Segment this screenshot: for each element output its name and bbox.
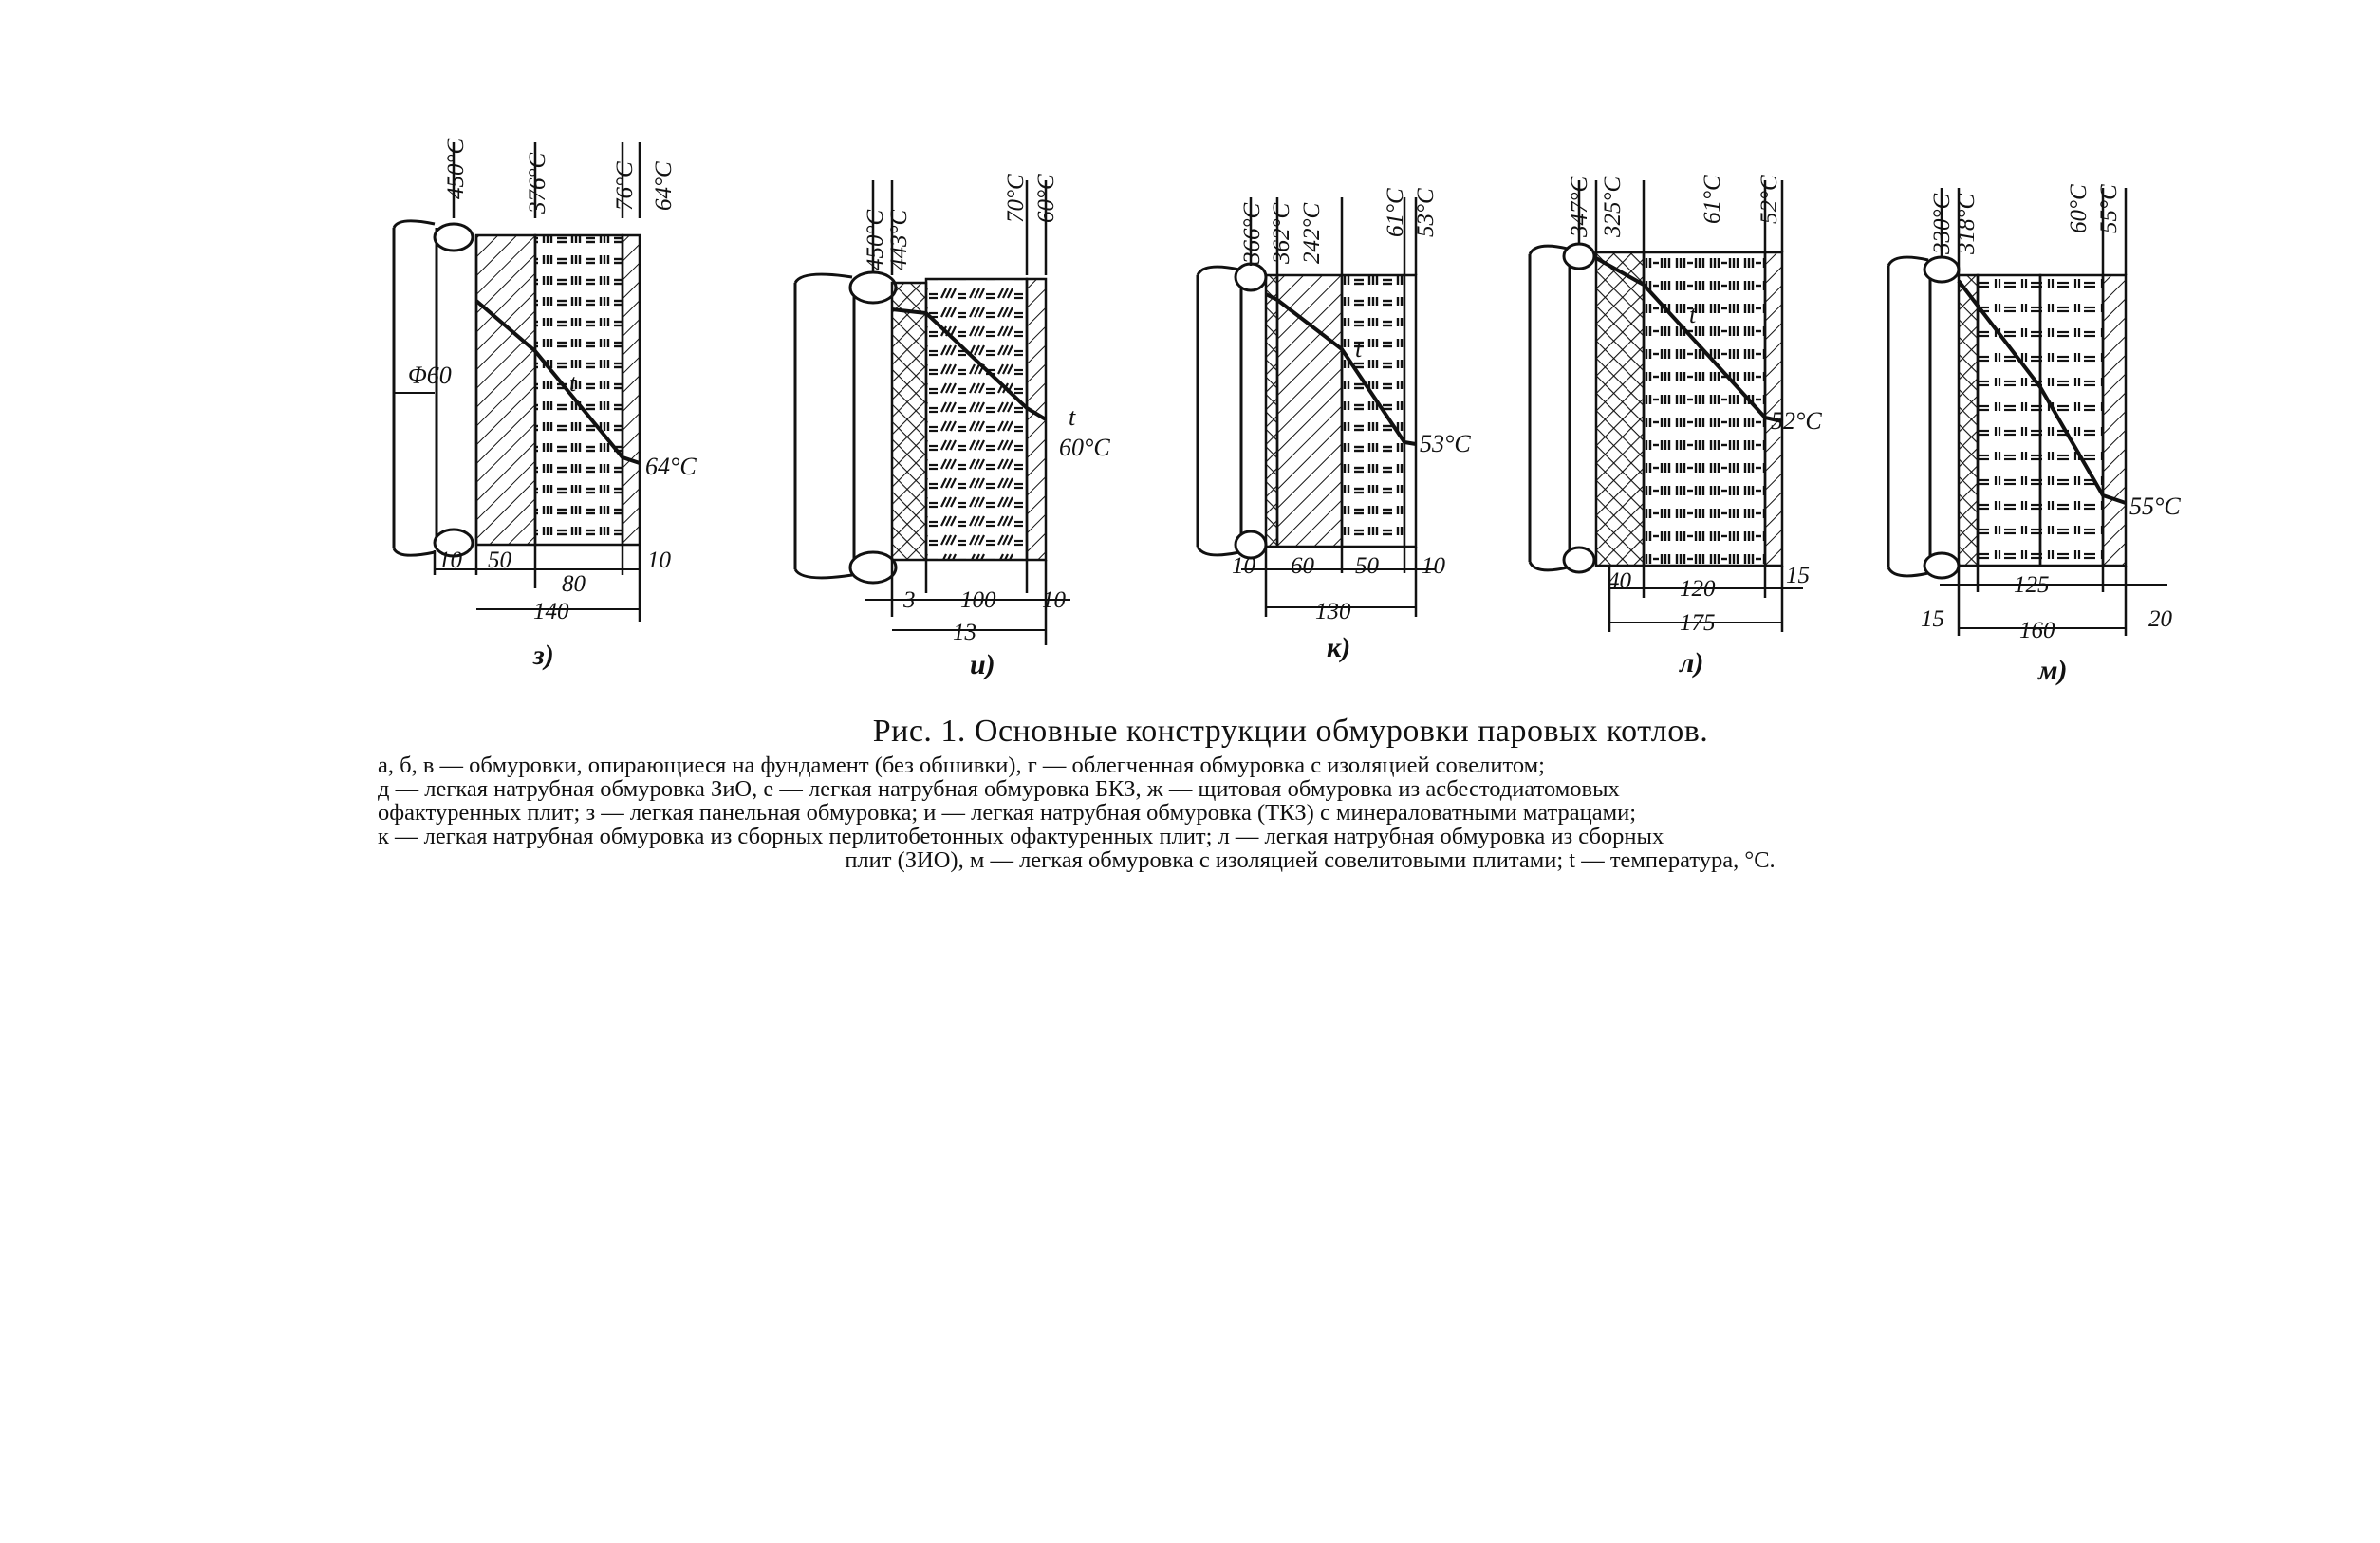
dimension-labels — [902, 587, 1067, 645]
temp-label: 347°C — [1567, 176, 1592, 237]
outer-temp-label: 52°C — [1771, 407, 1822, 435]
panel-letter: к) — [1327, 632, 1351, 663]
layer-crosshatch — [1266, 275, 1277, 547]
dim-label: 3 — [903, 587, 916, 613]
curve-label: t — [569, 369, 577, 397]
panel-letter: л) — [1680, 647, 1704, 679]
dim-label: 20 — [2148, 606, 2172, 632]
dim-total: 160 — [2019, 618, 2055, 643]
temperature-labels — [1239, 188, 1439, 265]
dim-total: 175 — [1680, 610, 1716, 636]
curve-label: t — [1069, 403, 1076, 431]
dimension-labels — [1608, 563, 1810, 636]
outer-temp-label: 60°C — [1059, 434, 1110, 461]
outer-temp-label: 53°C — [1420, 430, 1471, 457]
dim-label: 125 — [2014, 572, 2050, 598]
figure-title: Рис. 1. Основные конструкции обмуровки паровых котлов. — [872, 714, 1709, 749]
temp-label: 362°C — [1269, 202, 1294, 264]
temp-label: 53°C — [1413, 188, 1439, 237]
layer-crosshatch — [1596, 252, 1644, 566]
curve-label: t — [1689, 301, 1697, 328]
layer-block — [1644, 252, 1765, 566]
temperature-labels — [1929, 184, 2122, 255]
tube — [1530, 244, 1594, 572]
tube — [1888, 257, 1959, 578]
dim-label: 80 — [562, 571, 586, 597]
panel-k — [1198, 188, 1471, 663]
description-line: плит (ЗИО), м — легкая обмуровка с изоляцией совелитовыми плитами; t — температура, °С. — [845, 847, 1776, 873]
outer-temp-label: 55°C — [2129, 493, 2181, 520]
dim-label: 60 — [1291, 553, 1314, 579]
dim-label: 10 — [438, 548, 462, 573]
dim-total: 140 — [533, 599, 569, 624]
dim-label: 120 — [1680, 576, 1716, 602]
dim-total: 13 — [953, 620, 976, 645]
dim-total: 130 — [1315, 599, 1351, 624]
outer-temp-label: 64°C — [645, 453, 697, 480]
tube — [795, 272, 896, 583]
dim-label: 15 — [1786, 563, 1810, 588]
layer-sovelite-2 — [2040, 275, 2103, 566]
layer-mineral-wool — [926, 279, 1027, 560]
temp-label: 443°C — [886, 209, 912, 270]
panel-letter: и) — [970, 649, 995, 680]
temp-label: 60°C — [1033, 174, 1059, 223]
temp-label: 76°C — [612, 161, 638, 211]
temp-label: 325°C — [1600, 176, 1626, 237]
layer-outer — [1404, 275, 1416, 547]
temp-label: 376°C — [525, 152, 550, 214]
layer-crosshatch — [892, 283, 926, 560]
dim-label: 10 — [647, 548, 671, 573]
description-line: а, б, в — обмуровки, опирающиеся на фундамент (без обшивки), г — облегченная обмуровка с изоляцией совелитом; — [378, 753, 1545, 778]
description-line: офактуренных плит; з — легкая панельная обмуровка; и — легкая натрубная обмуровка (ТКЗ) с минераловатными матрацами; — [378, 800, 1637, 826]
panel-letter: з) — [533, 640, 554, 671]
description-line: к — легкая натрубная обмуровка из сборных перлитобетонных офактуренных плит; л — легкая натрубная обмуровка из сборных — [378, 824, 1664, 849]
layer-outer — [2103, 275, 2126, 566]
dimension-labels — [438, 548, 672, 624]
diameter-label: Φ60 — [408, 362, 452, 389]
panel-l — [1530, 175, 1822, 679]
tube — [1198, 264, 1266, 558]
layer-hatched — [1277, 275, 1342, 547]
panel-i — [795, 174, 1110, 680]
panel-z — [394, 139, 697, 671]
panel-m — [1888, 184, 2181, 686]
dim-label: 40 — [1608, 568, 1631, 594]
temp-label: 61°C — [1383, 188, 1408, 237]
temp-label: 318°C — [1954, 193, 1980, 254]
dim-label: 10 — [1042, 587, 1066, 613]
temp-label: 366°C — [1239, 202, 1265, 264]
dim-label: 15 — [1921, 606, 1944, 632]
dim-label: 50 — [488, 548, 511, 573]
description-line: д — легкая натрубная обмуровка ЗиО, е — легкая натрубная обмуровка БКЗ, ж — щитовая обмуровка из асбестодиатомовых — [378, 776, 1620, 802]
layer-outer — [623, 235, 640, 545]
layer-crosshatch — [1959, 275, 1978, 566]
curve-label: t — [1355, 335, 1363, 363]
layer-hatched — [476, 235, 535, 545]
dim-label: 10 — [1232, 553, 1255, 579]
dimension-labels — [1232, 553, 1446, 624]
figure-description — [378, 753, 2242, 872]
dim-label: 100 — [960, 587, 996, 613]
temp-label: 330°C — [1929, 193, 1955, 254]
layer-perlite — [1342, 275, 1404, 547]
temp-label: 450°C — [863, 209, 888, 270]
temp-label: 64°C — [651, 161, 677, 211]
layer-insulation — [535, 235, 623, 545]
temp-label: 55°C — [2096, 184, 2122, 233]
diameter-dimension — [394, 362, 452, 393]
dim-label: 10 — [1422, 553, 1445, 579]
temp-label: 52°C — [1757, 175, 1782, 224]
temp-label: 242°C — [1299, 202, 1325, 264]
temp-label: 61°C — [1700, 175, 1725, 224]
temperature-labels — [443, 139, 677, 214]
temperature-labels — [1567, 175, 1782, 238]
dim-label: 50 — [1355, 553, 1379, 579]
panel-letter: м) — [2038, 655, 2068, 686]
temp-label: 450°C — [443, 138, 469, 199]
temp-label: 60°C — [2066, 184, 2092, 233]
temp-label: 70°C — [1003, 174, 1029, 223]
